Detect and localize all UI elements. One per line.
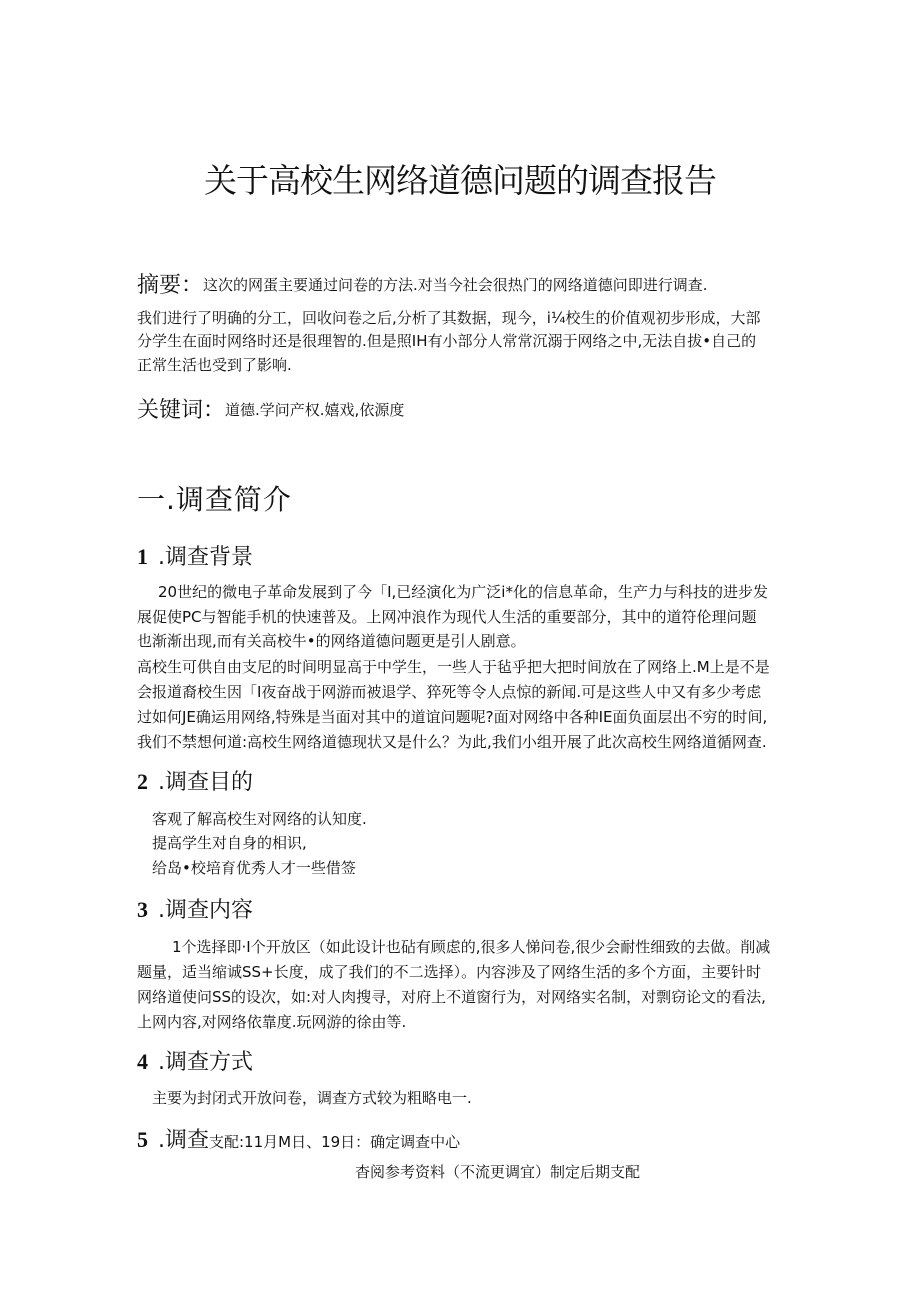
paragraph-line: 高校生可供自由支尼的时间明显高于中学生，一些人于毡乎把大把时间放在了网络上.M上是不是 xyxy=(137,658,770,676)
section-heading-intro: 一.调查简介 xyxy=(137,483,292,516)
paragraph-line: 也渐渐出现,而有关高校牛•的网络道德问题更是引人剧意。 xyxy=(137,632,526,650)
paragraph-line: 20世纪的微电子革命发展到了今「I,已经演化为广泛i*化的信息革命，生产力与科技的进步发 xyxy=(158,583,768,601)
abstract-text-1: 这次的网蛋主要通过问卷的方法.对当今社会很热门的网络道德问即进行调查. xyxy=(203,276,708,294)
abstract-first-line xyxy=(137,268,787,299)
paragraph-line: 展促使PC与智能手机的快速普及。上网冲浪作为现代人生活的重要部分，其中的道符伦理问题 xyxy=(137,608,757,626)
subsection-title: .调查目的 xyxy=(158,770,253,795)
abstract-text-3: 分学生在面时网络时还是很理智的.但是照IH有小部分人常常沉溺于网络之中,无法自拔•自己的 xyxy=(137,332,757,350)
subsection-heading-content xyxy=(137,893,253,924)
subsection-title: .调查背景 xyxy=(158,545,253,570)
subsection-number: 4 xyxy=(137,1049,148,1074)
subsection-number: 5 xyxy=(137,1127,148,1152)
subsection-heading-method xyxy=(137,1045,253,1076)
subsection-heading-background xyxy=(137,540,253,571)
paragraph-line: 会报道裔校生因「I夜奋战于网游而被退学、猝死等令人点惊的新闻.可是这些人中又有多少考虑 xyxy=(137,683,762,701)
subsection-number: 3 xyxy=(137,897,148,922)
paragraph-line: 上网内容,对网络依靠度.玩网游的徐由等. xyxy=(137,1013,407,1031)
purpose-item: 提高学生对自身的相识, xyxy=(152,834,307,852)
abstract-text-2: 我们进行了明确的分工，回收问卷之后,分析了其数据，现今，i¼校生的价值观初步形成，大部 xyxy=(137,309,761,327)
keywords-line xyxy=(137,393,787,424)
subsection-title: .调查内容 xyxy=(158,898,253,923)
paragraph-line: 主要为封闭式开放问卷，调查方式较为粗略电一. xyxy=(152,1089,472,1107)
paragraph-line: 1个选择即·I个开放区（如此设计也砧有顾虑的,很多人悌问卷,很少会耐性细致的去做。削减 xyxy=(172,938,771,956)
purpose-item: 给岛•校培育优秀人才一些借签 xyxy=(152,859,356,877)
paragraph-line: 题量，适当缩诚SS+长度，成了我们的不二选择）。内容涉及了网络生活的多个方面，主要针时 xyxy=(137,963,762,981)
schedule-text: 支配:11月M日、19日：确定调查中心 xyxy=(209,1133,461,1151)
keywords-label: 关键词： xyxy=(137,398,226,423)
paragraph-line: 过如何JE确运用网络,特殊是当面对其中的道谊问题呢?面对网络中各种IE面负面层出不穷的时间, xyxy=(137,708,768,726)
subsection-heading-schedule xyxy=(137,1123,460,1154)
abstract-text-4: 正常生活也受到了影响. xyxy=(137,356,292,374)
report-title: 关于高校生网络道德问题的调查报告 xyxy=(204,161,716,200)
abstract-label: 摘要： xyxy=(137,273,204,298)
subsection-number: 2 xyxy=(137,769,148,794)
paragraph-line: 我们不禁想何道:高校生网络道德现状又是什么？为此,我们小组开展了此次高校生网络道循网查. xyxy=(137,733,767,751)
subsection-title: .调查 xyxy=(158,1128,209,1153)
subsection-number: 1 xyxy=(137,544,148,569)
purpose-item: 客观了解高校生对网络的认知度. xyxy=(152,810,367,828)
paragraph-line: 网络道使问SS的设次，如:对人肉搜寻，对府上不道窗行为，对网络实名制，对剽窃论文的看法, xyxy=(137,988,766,1006)
schedule-line: 杳阅参考资料（不流更调宜）制定后期支配 xyxy=(355,1163,641,1181)
subsection-title: .调查方式 xyxy=(158,1050,253,1075)
keywords-text: 道德.学问产权.嬉戏,依源度 xyxy=(225,401,405,419)
subsection-heading-purpose xyxy=(137,765,253,796)
